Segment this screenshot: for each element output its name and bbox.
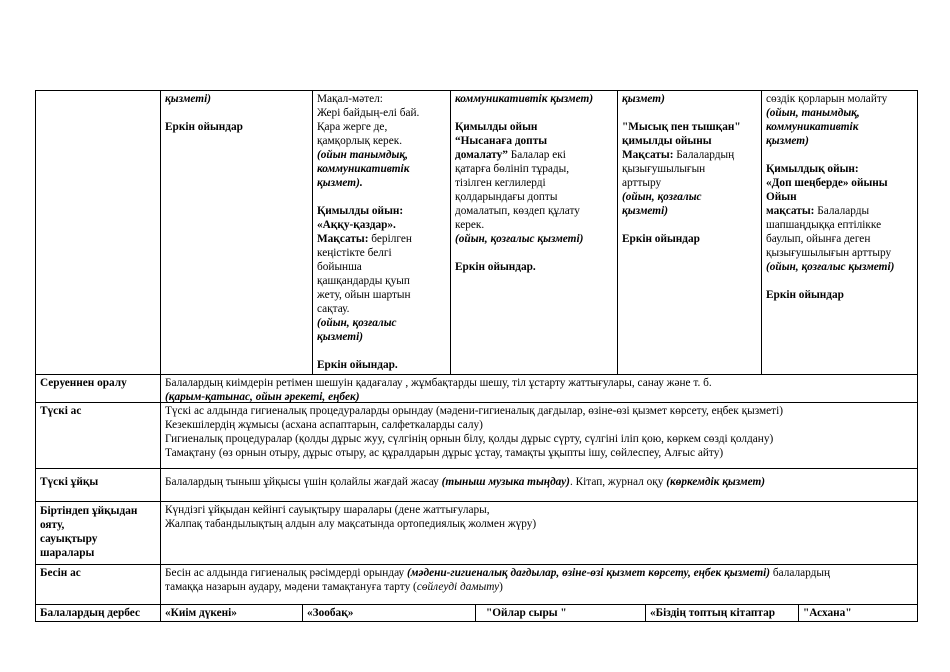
text-line: коммуникативтік <box>317 163 410 175</box>
text-line: қамқорлық керек. <box>317 135 403 147</box>
text-line: Қара жерге де, <box>317 121 388 133</box>
goal-label: мақсаты: <box>766 205 815 217</box>
text-line: Балалардың киімдерін ретімен шешуін қадағалау , жұмбақтарды шешу, тіл ұстарту жаттығулары, санау және т. б. <box>165 377 712 389</box>
row-content-wakeup <box>161 502 917 564</box>
text-line: (ойын, қозғалыс қызметі) <box>766 261 895 273</box>
text-line: шапшаңдыққа ептілікке <box>766 219 882 231</box>
text-line <box>165 580 913 594</box>
text-line: (ойын танымдық, <box>317 149 408 161</box>
text-line: қызмет) <box>622 93 665 105</box>
text-line: Қимылды ойын <box>455 121 538 133</box>
text-line: Тамақтану (өз орнын отыру, дұрыс отыру, ас құралдарын дұрыс ұстау, тамақты ұқыпты ішу, сөйлеспеу, Алғыс айту) <box>165 447 724 459</box>
table-border <box>35 621 918 622</box>
row-content-nap <box>161 474 917 501</box>
text-line: «Доп шеңберде» ойыны <box>766 177 888 189</box>
free-games-label: Еркін ойындар <box>165 121 243 133</box>
text-span: (тыныш музыка тыңдау) <box>441 476 570 488</box>
text-span: балалардың <box>770 567 831 579</box>
text-line: қимылды ойыны <box>622 135 712 147</box>
goal-label: Мақсаты: <box>622 149 674 161</box>
text-span: (көркемдік қызмет) <box>666 476 766 488</box>
row-label-lunch: Түскі ас <box>40 405 82 417</box>
text-line: қызығушылығын арттыру <box>766 247 892 259</box>
text-line: қызмет). <box>317 177 363 189</box>
text-line <box>165 475 913 489</box>
text-line <box>317 232 446 246</box>
text-line: Күндізгі ұйқыдан кейінгі сауықтыру шаралары (дене жаттығулары, <box>165 504 490 516</box>
text-line: коммуникативтік <box>766 121 859 133</box>
table-border <box>917 90 918 622</box>
text-span: Балалар екі <box>507 149 566 161</box>
text-line: қызметі) <box>165 93 211 105</box>
text-line: кеңістікте белгі <box>317 247 392 259</box>
text-span: ) <box>499 581 503 593</box>
text-line <box>622 148 757 162</box>
text-line <box>165 566 913 580</box>
text-line: Жері байдың-елі бай. <box>317 107 420 119</box>
game-cell-3: "Ойлар сыры " <box>486 607 567 619</box>
game-cell-4: «Біздің топтың кітаптар <box>650 607 775 619</box>
table-border <box>35 468 918 469</box>
text-line: Қимылдық ойын: <box>766 163 859 175</box>
text-line: шаралары <box>40 547 95 559</box>
text-line: қызметі) <box>317 331 363 343</box>
top-col-3 <box>451 91 617 374</box>
text-line: қолдарындағы допты <box>455 191 558 203</box>
row-label-nap: Түскі ұйқы <box>40 476 99 488</box>
text-line: Жалпақ табандылықтың алдын алу мақсатында ортопедиялық жолмен жүру) <box>165 518 537 530</box>
text-span: тамаққа назарын аудару, мәдени тамақтануға тарту ( <box>165 581 417 593</box>
row-label-independent: Балалардың дербес <box>40 607 140 619</box>
text-line: Ойын <box>766 191 797 203</box>
text-line: сауықтыру <box>40 533 98 545</box>
free-games-label: Еркін ойындар <box>766 289 844 301</box>
text-line: (ойын, қозғалыс <box>622 191 702 203</box>
free-games-label: Еркін ойындар. <box>455 261 536 273</box>
text-line: “Нысанаға допты <box>455 135 548 147</box>
text-line: сақтау. <box>317 303 350 315</box>
text-line: Қимылды ойын: <box>317 205 404 217</box>
text-line: (ойын, танымдық, <box>766 107 860 119</box>
top-col-4 <box>618 91 761 374</box>
text-line: қызметі) <box>622 205 668 217</box>
text-line: Гигиеналық процедуралар (қолды дұрыс жуу, сүлгінің орнын білу, қолды дұрыс сүрту, сүлгіні іліп қою, көркем сөзді қолдану) <box>165 433 774 445</box>
text-line: Біртіндеп ұйқыдан <box>40 505 138 517</box>
row-label-wakeup <box>36 503 160 564</box>
text-span: берілген <box>368 233 412 245</box>
text-line: жету, ойын шартын <box>317 289 411 301</box>
text-line: «Аққу-қаздар». <box>317 219 396 231</box>
text-line <box>766 204 913 218</box>
text-line: бойынша <box>317 261 362 273</box>
text-line: (ойын, қозғалыс қызметі) <box>455 233 584 245</box>
text-line: баулып, ойынға деген <box>766 233 871 245</box>
text-line: тізілген кеглилерді <box>455 177 546 189</box>
goal-label: Мақсаты: <box>317 233 369 245</box>
row-label-snack: Бесін ас <box>40 567 81 579</box>
text-line: "Мысық пен тышқан" <box>622 121 741 133</box>
text-line: коммуникативтік қызмет) <box>455 93 594 105</box>
text-line: (қарым-қатынас, ойын әрекеті, еңбек) <box>165 391 360 402</box>
text-line: қызмет) <box>766 135 809 147</box>
free-games-label: Еркін ойындар. <box>317 359 398 371</box>
row-content-lunch <box>161 403 917 468</box>
text-line: арттыру <box>622 177 662 189</box>
row-content-snack <box>161 565 917 604</box>
text-span: Бесін ас алдында гигиеналық рәсімдерді орындау <box>165 567 407 579</box>
text-line: Түскі ас алдында гигиеналық процедураларды орындау (мәдени-гигиеналық дағдылар, өзіне-өзі қызмет көрсету, еңбек қызметі) <box>165 405 783 417</box>
text-span: Балалардың <box>673 149 735 161</box>
text-span: сөйлеуді дамыту <box>416 581 500 593</box>
text-line: Мақал-мәтел: <box>317 93 383 105</box>
text-line: ояту, <box>40 519 65 531</box>
top-col-2 <box>313 91 450 374</box>
game-cell-5: "Асхана" <box>803 607 852 619</box>
text-span: (мәдени-гигиеналық дағдылар, өзіне-өзі қызмет көрсету, еңбек қызметі) <box>406 567 771 579</box>
text-line <box>455 148 613 162</box>
text-span: Балаларды <box>814 205 870 217</box>
top-col-5 <box>762 91 917 374</box>
free-games-label: Еркін ойындар <box>622 233 700 245</box>
text-span: Балалардың тыныш ұйқысы үшін қолайлы жағдай жасау <box>165 476 442 488</box>
text-line: қатарға бөлініп тұрады, <box>455 163 570 175</box>
text-span: . Кітап, журнал оқу <box>569 476 667 488</box>
text-line: (ойын, қозғалыс <box>317 317 397 329</box>
text-line: Кезекшілердің жұмысы (асхана аспаптарын, салфеткаларды салу) <box>165 419 483 431</box>
text-line: домалатып, көздеп құлату <box>455 205 580 217</box>
text-span: домалату” <box>455 149 508 161</box>
text-line: қашқандарды қуып <box>317 275 410 287</box>
text-line: сөздік қорларын молайту <box>766 93 888 105</box>
text-line: қызығушылығын <box>622 163 706 175</box>
game-cell-1: «Киім дүкені» <box>165 607 237 619</box>
top-col-1 <box>161 91 312 374</box>
row-content-walk-return <box>161 375 917 402</box>
text-line: керек. <box>455 219 485 231</box>
game-cell-2: «Зообақ» <box>307 607 354 619</box>
row-label-walk-return: Серуеннен оралу <box>40 377 127 389</box>
